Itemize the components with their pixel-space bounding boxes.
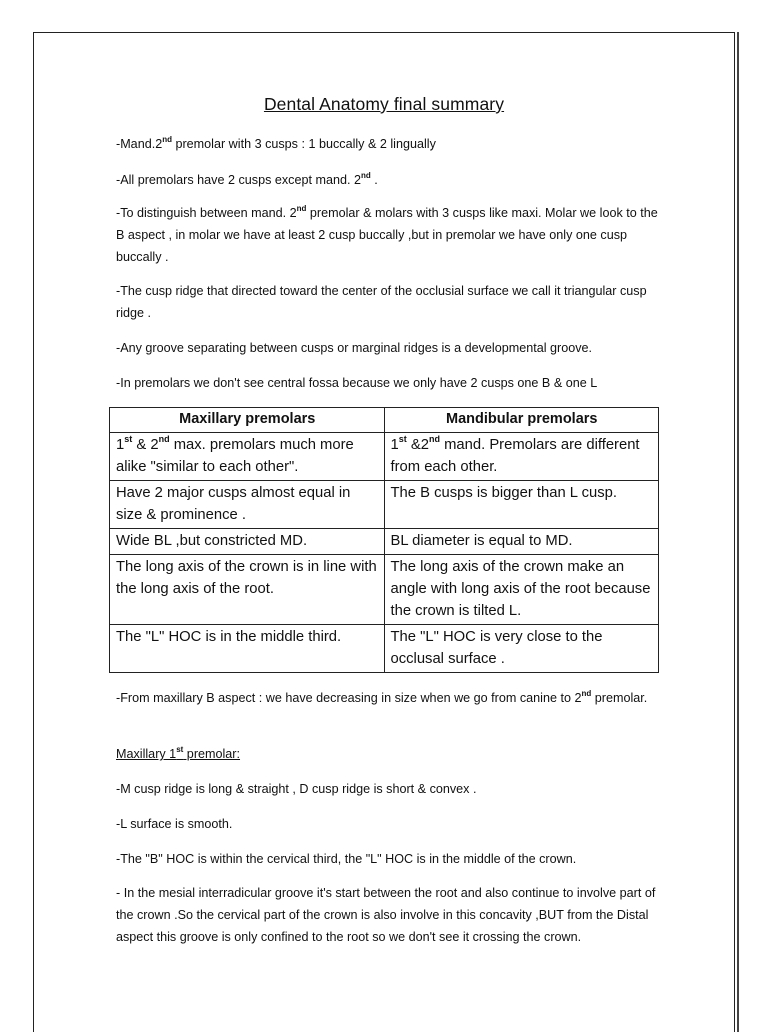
column-header: Maxillary premolars xyxy=(110,408,385,433)
text: 1 xyxy=(390,437,399,453)
paragraph xyxy=(116,133,661,155)
text: mand. Premolars are different from each other. xyxy=(390,437,640,475)
superscript: st xyxy=(124,434,133,444)
paragraph: -Any groove separating between cusps or marginal ridges is a developmental groove. xyxy=(116,341,593,355)
text: -All premolars have 2 cusps except mand. 2 xyxy=(116,173,361,187)
text: -Mand.2 xyxy=(116,137,163,151)
table-cell: The "L" HOC is very close to the occlusal surface . xyxy=(384,625,659,673)
table-row xyxy=(110,529,659,555)
text: premolar. xyxy=(591,691,648,705)
text: premolar with 3 cusps : 1 buccally & 2 lingually xyxy=(171,137,436,151)
table-cell: The long axis of the crown is in line with the long axis of the root. xyxy=(110,555,385,625)
table-header-row xyxy=(110,408,659,433)
paragraph xyxy=(116,687,661,709)
page-title: Dental Anatomy final summary xyxy=(263,94,505,114)
paragraph: -M cusp ridge is long & straight , D cusp ridge is short & convex . xyxy=(116,782,477,796)
table-cell: BL diameter is equal to MD. xyxy=(384,529,659,555)
text: premolar: xyxy=(183,747,241,761)
superscript: nd xyxy=(296,204,307,213)
paragraph: -L surface is smooth. xyxy=(116,817,233,831)
table-cell: Have 2 major cusps almost equal in size & prominence . xyxy=(110,481,385,529)
superscript: nd xyxy=(158,434,170,444)
text: &2 xyxy=(406,437,429,453)
superscript: nd xyxy=(162,135,172,144)
table-row xyxy=(110,433,659,481)
table-cell: The B cusps is bigger than L cusp. xyxy=(384,481,659,529)
superscript: nd xyxy=(428,434,440,444)
page-edge-shadow xyxy=(737,32,739,1032)
text: Maxillary 1 xyxy=(116,747,177,761)
text: 1 xyxy=(116,437,125,453)
paragraph: -The "B" HOC is within the cervical third, the "L" HOC is in the middle of the crown. xyxy=(116,852,577,866)
table-cell: Wide BL ,but constricted MD. xyxy=(110,529,385,555)
text: . xyxy=(370,173,378,187)
table-row xyxy=(110,481,659,529)
paragraph xyxy=(116,169,661,191)
text: -To distinguish between mand. 2 xyxy=(116,206,297,220)
section-heading xyxy=(116,743,661,765)
paragraph xyxy=(116,202,661,268)
text: -From maxillary B aspect : we have decreasing in size when we go from canine to 2 xyxy=(116,691,582,705)
table-cell: The long axis of the crown make an angle with long axis of the root because the crown is tilted L. xyxy=(384,555,659,625)
superscript: st xyxy=(176,745,184,754)
superscript: st xyxy=(398,434,407,444)
table-row xyxy=(110,555,659,625)
text: & 2 xyxy=(132,437,159,453)
table-cell xyxy=(384,433,659,481)
paragraph: -In premolars we don't see central fossa because we only have 2 cusps one B & one L xyxy=(116,376,598,390)
table-row xyxy=(110,625,659,673)
table-cell: The "L" HOC is in the middle third. xyxy=(110,625,385,673)
superscript: nd xyxy=(361,171,371,180)
paragraph: - In the mesial interradicular groove it's start between the root and also continue to involve part of the crown .So the cervical part of the crown is also involve in this concavity ,BUT from the Distal aspect this groove is only confined to the root so we don't see it crossing the crown. xyxy=(116,886,656,944)
paragraph: -The cusp ridge that directed toward the center of the occlusial surface we call it triangular cusp ridge . xyxy=(116,284,647,320)
text: max. premolars much more alike "similar to each other". xyxy=(116,437,354,475)
table-cell xyxy=(110,433,385,481)
superscript: nd xyxy=(581,689,592,698)
text: premolar & molars with 3 cusps like maxi. Molar we look to the B aspect , in molar we have at least 2 cusp buccally ,but in premolar we have only one cusp buccally . xyxy=(116,206,658,264)
column-header: Mandibular premolars xyxy=(384,408,659,433)
comparison-table xyxy=(109,407,659,673)
